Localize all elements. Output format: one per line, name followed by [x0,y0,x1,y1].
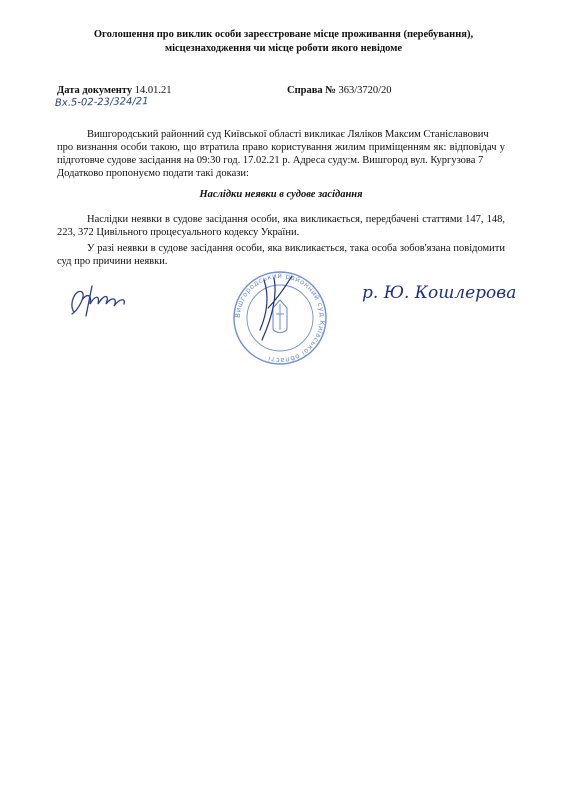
document-date [57,85,171,96]
title-line-1: Оголошення про виклик особи зареєстроване місце проживання (перебування), [93,29,474,40]
judge-signature [362,283,516,303]
summons-line-1: Вишгородський районний суд Київської області викликає Ляліков Максим Станіславович [87,129,489,140]
document-title [40,28,527,56]
summons-paragraph [57,128,505,180]
summons-rest: про визнання особи такою, що втратила право користування жилим приміщенням як: відповідач у підготовче судове засідання на 09:30 год. 17.02.21 р. Адреса суду:м. Вишгород вул. Кургузова 7 [57,142,505,166]
secretary-signature [66,282,136,318]
case-label: Справа № [287,85,336,96]
judge-name: Ю. Кошлерова [383,283,517,303]
judge-initial: р. [362,283,379,303]
date-value: 14.01.21 [134,85,172,96]
incoming-registration-mark: Вх.5-02-23/324/21 [54,96,149,109]
notification-paragraph: У разі неявки в судове засідання особи, яка викликається, така особа зобов'язана повідомити суд про причини неявки. [57,243,505,267]
case-number [287,85,392,96]
consequences-paragraph: Наслідки неявки в судове засідання особи, яка викликається, передбачені статтями 147, 148, 223, 372 Цивільного процесуального кодексу України. [57,214,505,238]
title-line-2: місцезнаходження чи місце роботи якого невідоме [164,43,403,54]
consequences-heading: Наслідки неявки в судове засідання [199,189,363,200]
stamp-ring-text: Вишгородський районний суд Київської області [233,271,327,365]
case-value: 363/3720/20 [338,85,392,96]
date-label: Дата документу [57,85,133,96]
court-seal-stamp [230,268,330,368]
evidence-request: Додатково пропонуємо подати такі докази: [57,168,249,179]
